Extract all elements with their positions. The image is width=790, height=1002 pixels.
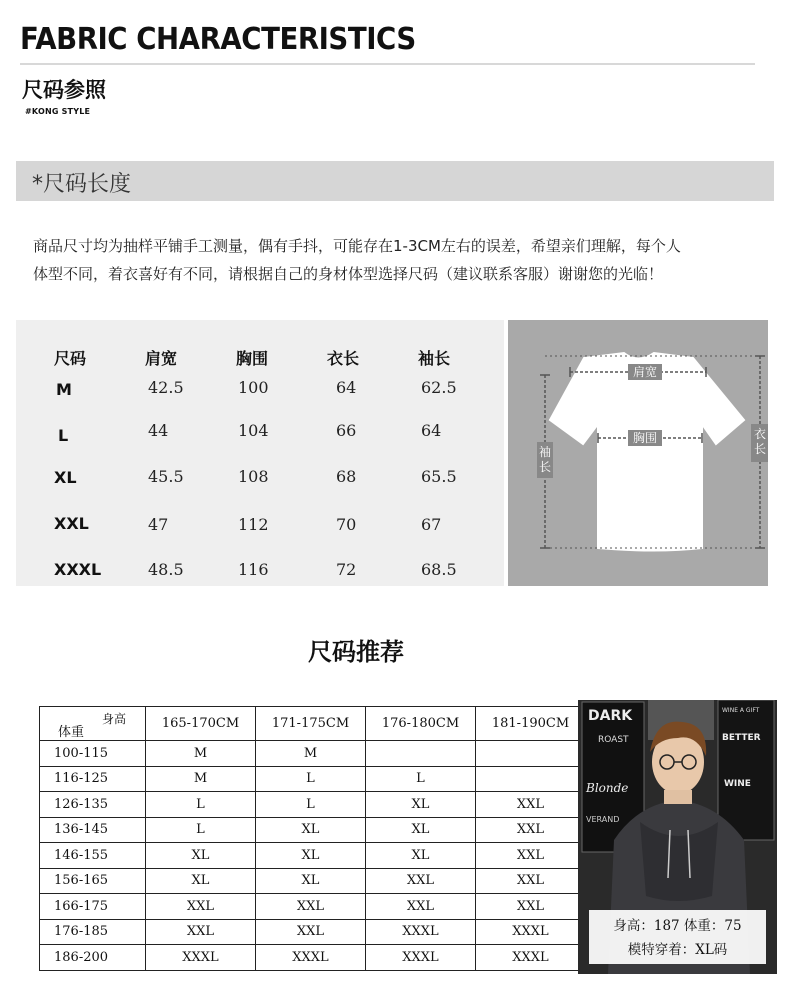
recommended-size-cell: XXL [256, 894, 366, 920]
section-title: *尺码长度 [32, 172, 132, 197]
recommended-size-cell: XXL [476, 868, 586, 894]
column-header: 181-190CM [476, 707, 586, 741]
table-row [40, 792, 586, 818]
size-cell: 66 [336, 421, 357, 440]
note-line-2: 体型不同，着衣喜好有不同，请根据自己的身材体型选择尺码（建议联系客服）谢谢您的光临！ [33, 265, 664, 283]
size-header-length: 衣长 [327, 349, 360, 368]
board-text: BETTER [722, 733, 761, 743]
diagram-shoulder-label: 肩宽 [632, 365, 658, 379]
recommended-size-cell: XXXL [256, 945, 366, 971]
size-cell: 68 [336, 467, 357, 486]
column-header: 171-175CM [256, 707, 366, 741]
size-cell: 47 [148, 515, 169, 534]
corner-weight-label: 体重 [58, 725, 85, 740]
size-cell: 116 [238, 560, 269, 579]
measurement-note [33, 232, 753, 288]
recommended-size-cell: XXL [476, 843, 586, 869]
recommended-size-cell: XXL [256, 919, 366, 945]
recommended-size-cell: XXXL [366, 945, 476, 971]
recommended-size-cell: XXL [366, 894, 476, 920]
recommended-size-cell: XXXL [366, 919, 476, 945]
recommended-size-cell: XL [256, 843, 366, 869]
recommend-title: 尺码推荐 [308, 638, 404, 666]
board-text: ROAST [598, 735, 629, 745]
table-header-row [40, 707, 586, 741]
size-cell: 44 [148, 421, 169, 440]
size-row-label: XXL [54, 514, 89, 533]
header-divider [20, 63, 755, 65]
weight-range-cell: 166-175 [40, 894, 146, 920]
note-line-1: 商品尺寸均为抽样平铺手工测量，偶有手抖，可能存在1-3CM左右的误差，希望亲们理解，每个人 [33, 237, 681, 255]
model-stats: 身高：187 体重：75 [613, 918, 742, 934]
column-header: 165-170CM [146, 707, 256, 741]
recommended-size-cell: XXL [476, 894, 586, 920]
corner-height-label: 身高 [102, 712, 127, 726]
model-photo [578, 700, 777, 974]
size-cell: 64 [421, 421, 442, 440]
size-header-sleeve: 袖长 [418, 349, 451, 368]
weight-range-cell: 176-185 [40, 919, 146, 945]
recommended-size-cell: XL [146, 868, 256, 894]
size-cell: 42.5 [148, 378, 184, 397]
recommended-size-cell: L [146, 817, 256, 843]
recommended-size-cell: XXXL [476, 919, 586, 945]
size-cell: 72 [336, 560, 357, 579]
size-cell: 70 [336, 515, 357, 534]
size-cell: 68.5 [421, 560, 457, 579]
recommended-size-cell: XXL [146, 919, 256, 945]
recommended-size-cell: XXL [366, 868, 476, 894]
column-header: 176-180CM [366, 707, 476, 741]
size-row-label: L [58, 426, 69, 445]
recommended-size-cell: L [366, 766, 476, 792]
recommended-size-cell [476, 766, 586, 792]
recommended-size-cell [366, 741, 476, 767]
table-row [40, 766, 586, 792]
table-row [40, 868, 586, 894]
table-row [40, 919, 586, 945]
size-cell: 48.5 [148, 560, 184, 579]
recommended-size-cell: XXXL [146, 945, 256, 971]
recommended-size-cell: XXXL [476, 945, 586, 971]
recommended-size-cell: XL [256, 868, 366, 894]
recommended-size-cell: L [256, 766, 366, 792]
size-cell: 100 [238, 378, 269, 397]
size-row-label: XL [54, 468, 77, 487]
recommended-size-cell: M [146, 766, 256, 792]
section-band [16, 161, 774, 201]
table-row [40, 894, 586, 920]
recommended-size-cell: XL [256, 817, 366, 843]
diagram-sleeve-label: 袖长 [538, 445, 552, 474]
table-row [40, 741, 586, 767]
size-cell: 45.5 [148, 467, 184, 486]
recommended-size-cell: XL [366, 843, 476, 869]
size-header-size: 尺码 [54, 349, 87, 368]
weight-range-cell: 156-165 [40, 868, 146, 894]
recommended-size-cell: L [146, 792, 256, 818]
recommended-size-cell: M [256, 741, 366, 767]
size-cell: 62.5 [421, 378, 457, 397]
size-cell: 65.5 [421, 467, 457, 486]
table-row [40, 843, 586, 869]
size-header-chest: 胸围 [236, 349, 269, 368]
recommended-size-cell: L [256, 792, 366, 818]
weight-range-cell: 116-125 [40, 766, 146, 792]
model-wearing: 模特穿着：XL码 [627, 942, 728, 958]
table-row [40, 817, 586, 843]
measurement-diagram [508, 320, 768, 586]
recommended-size-cell: XL [146, 843, 256, 869]
board-text: WINE A GIFT [722, 707, 760, 714]
recommended-size-cell [476, 741, 586, 767]
page-title: FABRIC CHARACTERISTICS [20, 22, 416, 57]
tshirt-shape [550, 353, 744, 551]
size-cell: 112 [238, 515, 269, 534]
diagram-length-label: 衣长 [753, 427, 767, 456]
diagram-chest-label: 胸围 [632, 431, 658, 445]
size-chart-panel [16, 320, 504, 586]
board-text: DARK [588, 708, 633, 724]
recommended-size-cell: M [146, 741, 256, 767]
board-text: Blonde [586, 781, 629, 795]
size-cell: 67 [421, 515, 442, 534]
recommended-size-cell: XXL [476, 792, 586, 818]
weight-range-cell: 186-200 [40, 945, 146, 971]
board-text: WINE [724, 779, 751, 789]
corner-cell [40, 707, 146, 741]
recommended-size-cell: XXL [476, 817, 586, 843]
brand-tag: #KONG STYLE [25, 107, 91, 116]
model-info-card [589, 910, 766, 964]
weight-range-cell: 146-155 [40, 843, 146, 869]
weight-range-cell: 126-135 [40, 792, 146, 818]
size-cell: 104 [238, 421, 269, 440]
board-text: VERAND [586, 815, 620, 824]
recommended-size-cell: XL [366, 792, 476, 818]
size-recommend-table [39, 706, 586, 971]
table-row [40, 945, 586, 971]
weight-range-cell: 136-145 [40, 817, 146, 843]
size-row-label: M [56, 380, 72, 399]
size-cell: 64 [336, 378, 357, 397]
size-header-shoulder: 肩宽 [145, 349, 178, 368]
recommended-size-cell: XL [366, 817, 476, 843]
tshirt-diagram [508, 320, 768, 586]
size-row-label: XXXL [54, 560, 102, 579]
weight-range-cell: 100-115 [40, 741, 146, 767]
size-cell: 108 [238, 467, 269, 486]
page-subtitle: 尺码参照 [22, 78, 106, 102]
recommended-size-cell: XXL [146, 894, 256, 920]
